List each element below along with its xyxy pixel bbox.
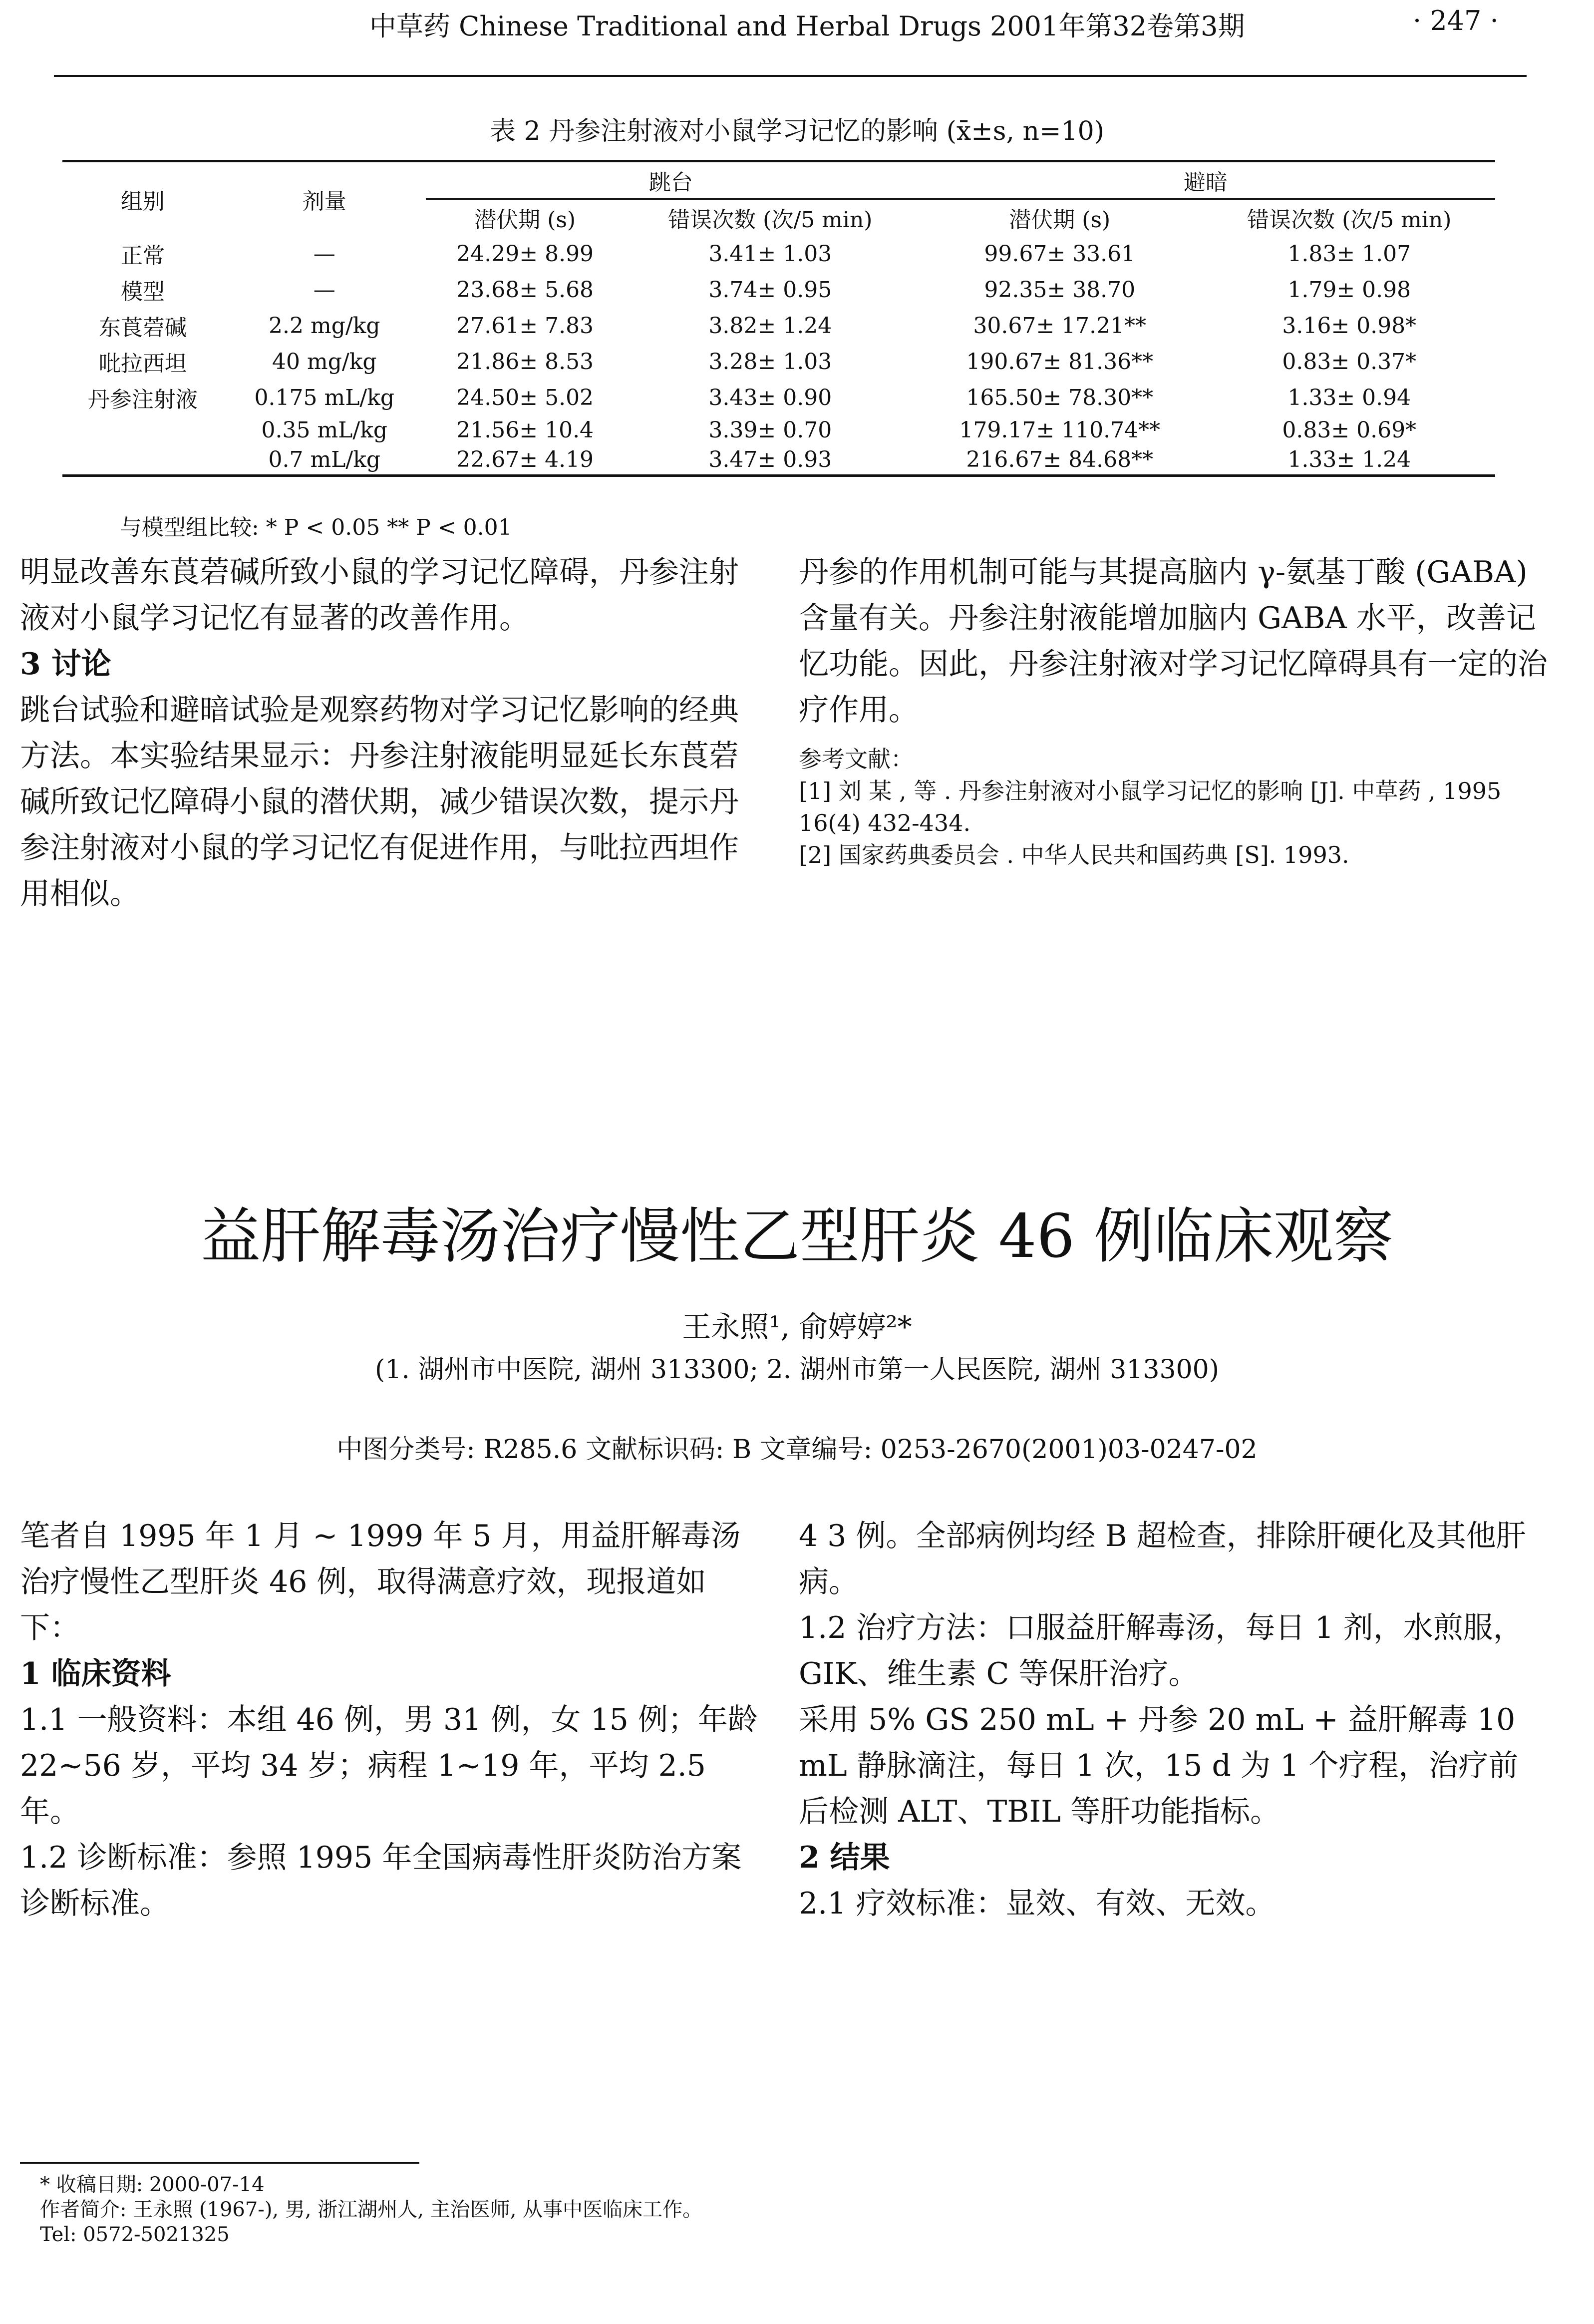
cell-group: 模型	[120, 279, 165, 305]
cell-dose: 0.175 mL/kg	[254, 385, 395, 410]
footnote	[40, 2172, 1538, 2247]
table-row	[62, 308, 1495, 344]
paragraph: 1.2 治疗方法：口服益肝解毒汤，每日 1 剂，水煎服，GIK、维生素 C 等保肝治疗。	[799, 1610, 1523, 1691]
cell-dose: —	[313, 241, 335, 267]
cell-value: 21.56± 10.4	[456, 417, 594, 443]
cell-value: 23.68± 5.68	[456, 277, 594, 303]
journal-title: 中草药 Chinese Traditional and Herbal Drugs 2001年第32卷第3期	[369, 10, 1245, 42]
cell-value: 179.17± 110.74**	[959, 417, 1161, 443]
cell-value: 24.29± 8.99	[456, 241, 594, 267]
cell-value: 99.67± 33.61	[984, 241, 1136, 267]
table-row	[62, 415, 1495, 445]
col-group-avoid: 避暗	[916, 161, 1495, 199]
paragraph: 2.1 疗效标准：显效、有效、无效。	[799, 1886, 1275, 1921]
col-header-errors-2: 错误次数 (次/5 min)	[1204, 199, 1496, 236]
article-title: 益肝解毒汤治疗慢性乙型肝炎 46 例临床观察	[201, 1202, 1393, 1271]
paragraph: 跳台试验和避暗试验是观察药物对学习记忆影响的经典方法。本实验结果显示：丹参注射液能明显延长东莨菪碱所致记忆障碍小鼠的潜伏期，减少错误次数，提示丹参注射液对小鼠的学习记忆有促进作用，与吡拉西坦作用相似。	[20, 693, 739, 911]
table-row	[62, 272, 1495, 308]
references	[799, 743, 1548, 871]
cell-group	[62, 415, 223, 445]
section-heading: 2 结果	[799, 1840, 890, 1875]
cell-value: 30.67± 17.21**	[973, 313, 1147, 339]
section-heading: 3 讨论	[20, 647, 111, 682]
cell-value: 3.28± 1.03	[708, 349, 832, 375]
right-column	[799, 549, 1548, 871]
references-heading: 参考文献：	[799, 746, 914, 773]
cell-group	[62, 445, 223, 476]
paragraph: 笔者自 1995 年 1 月 ~ 1999 年 5 月，用益肝解毒汤治疗慢性乙型肝炎 46 例，取得满意疗效，现报道如下：	[20, 1519, 741, 1645]
footnote-line: Tel: 0572-5021325	[40, 2223, 230, 2246]
header-rule	[54, 75, 1527, 77]
paragraph: 1.1 一般资料：本组 46 例，男 31 例，女 15 例；年龄 22~56 岁，平均 34 岁；病程 1~19 年，平均 2.5 年。	[20, 1702, 758, 1829]
footnote-line: 作者简介: 王永照 (1967-), 男, 浙江湖州人, 主治医师, 从事中医临床工作。	[40, 2198, 703, 2221]
cell-group: 东莨菪碱	[98, 315, 187, 341]
cell-value: 190.67± 81.36**	[966, 349, 1154, 375]
cell-group: 吡拉西坦	[98, 351, 187, 377]
table-row	[62, 380, 1495, 415]
cell-value: 165.50± 78.30**	[966, 385, 1154, 410]
section-heading: 1 临床资料	[20, 1656, 171, 1691]
body-left-column	[20, 1513, 759, 1927]
reference-item: [2] 国家药典委员会 . 中华人民共和国药典 [S]. 1993.	[799, 841, 1349, 868]
cell-dose: 40 mg/kg	[272, 349, 377, 375]
table-caption: 表 2 丹参注射液对小鼠学习记忆的影响 (x̄±s, n=10)	[489, 116, 1105, 146]
cell-dose: 0.7 mL/kg	[223, 445, 426, 476]
cell-group: 丹参注射液	[87, 387, 198, 412]
cell-value: 1.33± 0.94	[1287, 385, 1411, 410]
col-header-errors-1: 错误次数 (次/5 min)	[625, 199, 916, 236]
cell-group: 正常	[120, 243, 165, 269]
cell-value: 24.50± 5.02	[456, 385, 594, 410]
cell-value: 3.39± 0.70	[708, 417, 832, 443]
cell-dose: 0.35 mL/kg	[261, 417, 388, 443]
col-header-dose: 剂量	[223, 161, 426, 236]
cell-value: 0.83± 0.37*	[1282, 349, 1417, 375]
cell-value: 1.79± 0.98	[1287, 277, 1411, 303]
cell-value: 3.16± 0.98*	[1282, 313, 1417, 339]
col-header-latency-2: 潜伏期 (s)	[916, 199, 1203, 236]
table-row	[62, 344, 1495, 380]
cell-value: 3.41± 1.03	[708, 241, 832, 267]
running-header	[0, 0, 1594, 50]
paragraph: 4 3 例。全部病例均经 B 超检查，排除肝硬化及其他肝病。	[799, 1519, 1526, 1599]
cell-value: 27.61± 7.83	[456, 313, 594, 339]
cell-value: 216.67± 84.68**	[916, 445, 1203, 476]
cell-dose: 2.2 mg/kg	[269, 313, 380, 339]
col-header-group: 组别	[62, 161, 223, 236]
left-column	[20, 549, 759, 917]
cell-value: 22.67± 4.19	[426, 445, 625, 476]
article-authors: 王永照¹, 俞婷婷²*	[682, 1310, 912, 1344]
cell-value: 3.82± 1.24	[708, 313, 832, 339]
col-group-jump: 跳台	[426, 161, 916, 199]
cell-value: 3.74± 0.95	[708, 277, 832, 303]
cell-value: 0.83± 0.69*	[1282, 417, 1417, 443]
table-row	[62, 445, 1495, 476]
results-table	[62, 160, 1495, 477]
cell-value: 1.33± 1.24	[1204, 445, 1496, 476]
cell-value: 1.83± 1.07	[1287, 241, 1411, 267]
table-row	[62, 236, 1495, 272]
col-header-latency-1: 潜伏期 (s)	[426, 199, 625, 236]
cell-value: 3.43± 0.90	[708, 385, 832, 410]
footnote-rule	[20, 2162, 419, 2164]
classification-line: 中图分类号: R285.6 文献标识码: B 文章编号: 0253-2670(2001)03-0247-02	[336, 1435, 1258, 1465]
paragraph: 丹参的作用机制可能与其提高脑内 γ-氨基丁酸 (GABA) 含量有关。丹参注射液能增加脑内 GABA 水平，改善记忆功能。因此，丹参注射液对学习记忆障碍具有一定的治疗作用。	[799, 555, 1548, 728]
paragraph: 采用 5% GS 250 mL + 丹参 20 mL + 益肝解毒 10 mL 静脉滴注，每日 1 次，15 d 为 1 个疗程，治疗前后检测 ALT、TBIL 等肝功能指标。	[799, 1702, 1519, 1829]
page-number: · 247 ·	[1413, 5, 1499, 36]
paragraph: 1.2 诊断标准：参照 1995 年全国病毒性肝炎防治方案诊断标准。	[20, 1840, 742, 1921]
reference-item: [1] 刘 某 , 等 . 丹参注射液对小鼠学习记忆的影响 [J]. 中草药 , 1995 16(4) 432-434.	[799, 777, 1502, 836]
cell-value: 92.35± 38.70	[984, 277, 1136, 303]
article-affiliation: (1. 湖州市中医院, 湖州 313300; 2. 湖州市第一人民医院, 湖州 313300)	[374, 1355, 1220, 1385]
cell-dose: —	[313, 277, 335, 303]
footnote-line: * 收稿日期: 2000-07-14	[40, 2173, 265, 2196]
cell-value: 3.47± 0.93	[625, 445, 916, 476]
paragraph: 明显改善东莨菪碱所致小鼠的学习记忆障碍，丹参注射液对小鼠学习记忆有显著的改善作用。	[20, 555, 739, 636]
table-note: 与模型组比较: * P < 0.05 ** P < 0.01	[120, 515, 512, 540]
body-right-column	[799, 1513, 1548, 1927]
cell-value: 21.86± 8.53	[456, 349, 594, 375]
